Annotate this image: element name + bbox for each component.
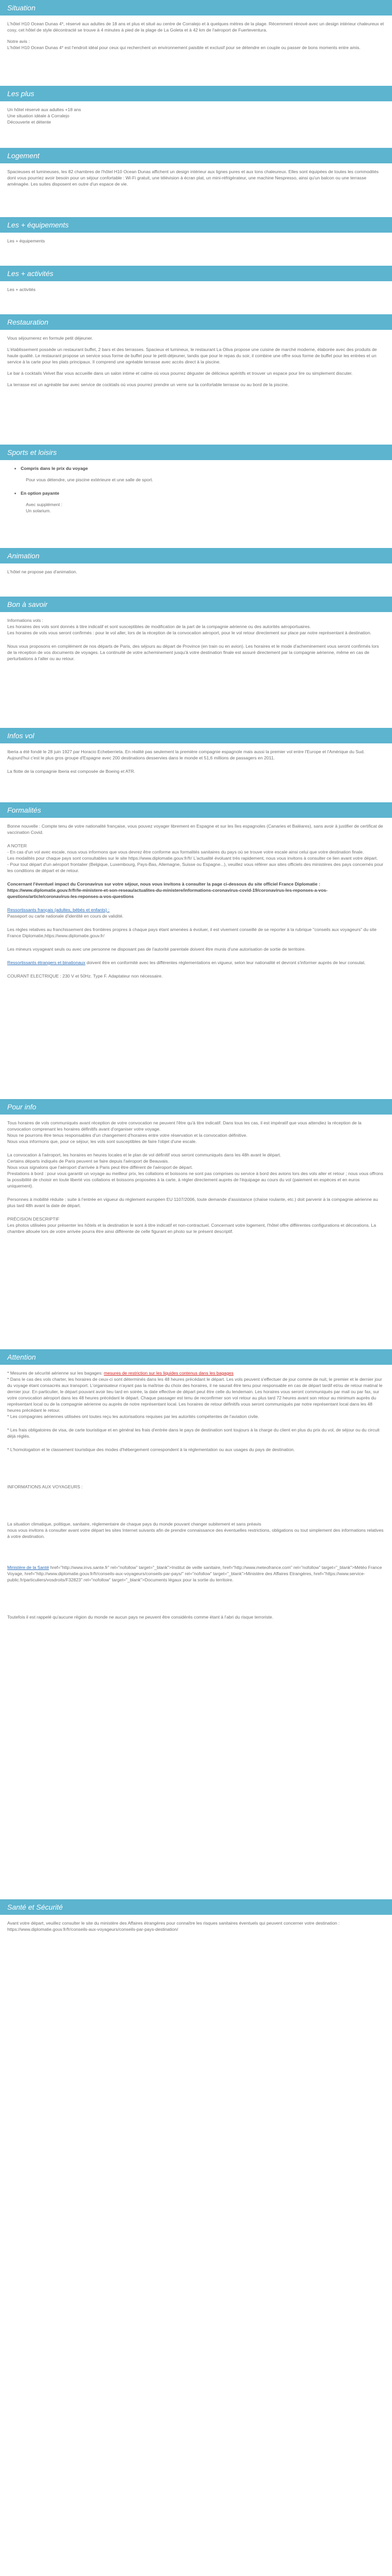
animation-text: L'hôtel ne propose pas d'animation. [7, 569, 78, 574]
section-title-situation: Situation [0, 0, 392, 16]
bonasavoir-vols-confirm: Les horaires de vols vous seront confirmés : pour le vol aller, lors de la réception de la convocation aéroport, pour le vol retour directement sur place par notre représentant à destination. [7, 630, 372, 635]
activites-text: Les + activités [7, 287, 36, 292]
formalites-mineurs: Les mineurs voyageant seuls ou avec une personne ne disposant pas de l'autorité parentale doivent être munis d'une autorisation de sortie de territoire. [7, 947, 306, 952]
section-formalites [0, 818, 392, 1099]
section-title-equipements: Les + équipements [0, 217, 392, 233]
liquides-restriction-link[interactable]: mesures de restriction sur les liquides contenus dans les bagages [103, 1370, 234, 1376]
sports-option-sub1: Avec supplément : [26, 502, 63, 507]
pourinfo-precision-title: PRÉCISION DESCRIPTIF [7, 1216, 59, 1222]
notre-avis-label: Notre avis : [7, 39, 30, 44]
infovol-text: Iberia a été fondé le 28 juin 1927 par Horacio Echeberrieta. En réalité pas seulement la première compagnie espagnole mais aussi la premier vol entre l'Europe et l'Amérique du Sud. Aujourd'hui c'est le plus gros groupe d'Espagne avec 200 destinations desservies dans le monde et 51,6 millions de passagers en 2011. [7, 749, 365, 760]
sports-option-sub2: Un solarium. [26, 508, 51, 513]
section-title-restauration: Restauration [0, 314, 392, 330]
formalites-modalites: Les modalités pour chaque pays sont consultables sur le site https://www.diplomatie.gouv.fr/fr/ L'actualité évoluant très rapidement, nous vous invitons à consulter ce lien avant votre départ. [7, 856, 378, 861]
bonasavoir-vols-text: Les horaires des vols sont donnés à titre indicatif et sont susceptibles de modification de la part de la compagnie aérienne ou des autorités aéroportuaires. [7, 624, 311, 629]
section-infovol [0, 743, 392, 802]
section-title-pourinfo: Pour info [0, 1099, 392, 1115]
ressortissants-etrangers-link[interactable]: Ressortissants étrangers et binationaux [7, 960, 85, 965]
formalites-passeport: Passeport ou carte nationale d'identité en cours de validité. [7, 913, 124, 919]
ministere-sante-link[interactable]: Ministère de la Santé [7, 1565, 49, 1570]
plus-item: Découverte et détente [7, 119, 51, 125]
pourinfo-aeroport: Nous vous signalons que l'aéroport d'arrivée à Paris peut être différent de l'aéroport de départ. [7, 1165, 193, 1170]
section-title-sante: Santé et Sécurité [0, 1899, 392, 1915]
section-attention [0, 1365, 392, 1899]
section-title-activites: Les + activités [0, 266, 392, 281]
attention-infos-voyageurs: INFORMATIONS AUX VOYAGEURS : [7, 1484, 83, 1489]
notre-avis-text: L'hôtel H10 Ocean Dunas 4* est l'endroit idéal pour ceux qui recherchent un environnement paisible et exclusif pour se détendre en couple ou passer de bons moments entre amis. [7, 45, 361, 50]
formalites-etrangers-text: doivent être en conformité avec les différentes réglementations en vigueur, selon leur nationalité et devront s'informer auprès de leur consulat. [85, 960, 366, 965]
section-title-sports: Sports et loisirs [0, 445, 392, 460]
restauration-terrasse-text: La terrasse est un agréable bar avec service de cocktails où vous pourrez prendre un verre sur la confortable terrasse ou au bord de la piscine. [7, 382, 289, 387]
equipements-text: Les + équipements [7, 238, 45, 243]
plus-item: Un hôtel réservé aux adultes +18 ans [7, 107, 81, 112]
pourinfo-convocation: La convocation à l'aéroport, les horaires en heures locales et le plan de vol définitif vous seront communiqués dans les 48h avant le départ. [7, 1152, 281, 1157]
bonasavoir-vols-label: Informations vols : [7, 618, 43, 623]
formalites-regles: Les règles relatives au franchissement des frontières propres à chaque pays étant amenées à évoluer, il est vivement conseillé de se reporter à la rubrique "conseils aux voyageurs" du site France Diplomatie,https://www.diplomatie.gouv.fr/ [7, 927, 377, 938]
section-plus [0, 101, 392, 148]
formalites-frontalier: - Pour tout départ d'un aéroport frontalier (Belgique, Luxembourg, Pays-Bas, Allemagne, Suisse ou Espagne...), veuillez vous référer aux sites officiels des ministères des pays concernés pour les conditions de départ et de retour. [7, 862, 384, 873]
formalites-courant: COURANT ELECTRIQUE : 230 V et 50Hz. Type F. Adaptateur non nécessaire. [7, 973, 163, 979]
formalites-escale: - En cas d'un vol avec escale, nous vous informons que vous devrez être conforme aux formalités sanitaires du pays où se trouve votre escale ainsi celui que votre destination finale. [7, 849, 364, 855]
attention-situation: La situation climatique, politique, sanitaire, réglementaire de chaque pays du monde pouvant changer subitement et sans préavis [7, 1521, 262, 1527]
bonasavoir-province-text: Nous vous proposons en complément de nos départs de Paris, des séjours au départ de Province (en train ou en avion). Les horaires et le mode d'acheminement vous seront confirmés lors de la réception de vos documents de voyages. La continuité de votre acheminement jusqu'à votre destination finale est assuré directement par la compagnie aérienne, même en cas de perturbations à l'aller ou au retour. [7, 644, 379, 661]
section-title-bonasavoir: Bon à savoir [0, 597, 392, 612]
pourinfo-horaires: Tous horaires de vols communiqués avant réception de votre convocation ne peuvent l'être qu'à titre indicatif. Dans tous les cas, il est impératif que vous attendiez la réception de la convocation comprenant les horaires définitifs avant d'organiser votre voyage. [7, 1120, 361, 1132]
restauration-formula: Vous séjournerez en formule petit déjeuner. [7, 336, 93, 341]
pourinfo-pmr: Personnes à mobilité réduite : suite à l'entrée en vigueur du règlement européen EU 1107/2006, toute demande d'assistance (chaise roulante, etc.) doit parvenir à la compagnie aérienne au plus tard 48h avant la date de départ. [7, 1197, 378, 1208]
sports-included-text: Pour vous détendre, une piscine extérieure et une salle de sport. [26, 477, 154, 482]
situation-text: L'hôtel H10 Ocean Dunas 4*, réservé aux adultes de 18 ans et plus et situé au centre de Corralejo et à quelques mètres de la plage. Récemment rénové avec un design intérieur chaleureux et cosy, cet hôtel de style décontracté se trouve à 4 minutes à pied de la plage de La Goleta et à 42 km de l'aéroport de Fuerteventura. [7, 21, 384, 33]
sports-option-title: En option payante [21, 491, 59, 496]
attention-bagages-label: * Mesures de sécurité aérienne sur les bagages: [7, 1370, 104, 1376]
section-pourinfo [0, 1115, 392, 1349]
formalites-covid-title: Concernant l'éventuel impact du Coronavirus sur votre séjour, nous vous invitons à consulter la page ci-dessous du site officiel France Diplomatie : [7, 881, 321, 887]
pourinfo-precision-text: Les photos utilisées pour présenter les hôtels et la destination le sont à titre indicatif et non-contractuel. Concernant votre logement, l'hôtel offre différentes configurations et décorations. La chambre allouée lors de votre arrivée pourra être ainsi différente de celle figurant en photo sur le présent descriptif. [7, 1223, 376, 1234]
section-title-formalites: Formalités [0, 802, 392, 818]
section-sante [0, 1915, 392, 1945]
formalites-covid-link[interactable]: https://www.diplomatie.gouv.fr/fr/le-ministere-et-son-reseau/actualites-du-ministere/informations-coronavirus-covid-19/coronavirus-les-reponses-a-vos-questions/article/coronavirus-les-reponses-a-vos-questions [7, 888, 328, 899]
logement-text: Spacieuses et lumineuses, les 82 chambres de l'hôtel H10 Ocean Dunas affichent un design intérieur aux lignes pures et aux tons chaleureux. Elles sont équipées de toutes les commodités dont vous pourriez avoir besoin pour un séjour confortable : Wi-Fi gratuit, une télévision à écran plat, un mini-réfrigérateur, une machine Nespresso, ainsi qu'un balcon ou une terrasse aménagée. Les suites disposent en outre d'un espace de vie. [7, 169, 379, 187]
plus-item: Une situation idéale à Corralejo [7, 113, 69, 118]
sports-included-title: Compris dans le prix du voyage [21, 466, 88, 471]
section-title-infovol: Infos vol [0, 728, 392, 743]
attention-charter: * Dans le cas des vols charter, les horaires de ceux-ci sont déterminés dans les 48 heures précédant le départ. Les vols peuvent s'effectuer de jour comme de nuit, le premier et le dernier jour du voyage étant consacrés aux transport. L'organisateur n'ayant pas la maîtrise du choix des horaires, il ne saurait être tenu pour responsable en cas de départ tardif et/ou de retour matinal le dernier jour. En particulier, le départ pouvant avoir lieu tard en soirée, la date effective de départ peut être celle du lendemain. Les horaires vous seront communiqués par mail ou par fax, sur votre convocation aéroport dans les 48 heures précédant le départ. Chaque passager est tenu de reconfirmer son vol retour au plus tard 72 heures avant son retour au minimum auprès du représentant local ou de la compagnie aérienne ou auprès de notre représentant local. Les horaires de retour définitifs vous seront communiqués par notre représentant local dans les 48 heures précédant le retour. [7, 1377, 383, 1413]
section-logement [0, 163, 392, 217]
restauration-bar-text: Le bar à cocktails Velvet Bar vous accueille dans un salon intime et calme où vous pourrez déguster de délicieux apéritifs et trouver un espace pour lire ou simplement discuter. [7, 371, 353, 376]
attention-homologation: * L'homologation et le classement touristique des modes d'hébergement correspondent à la réglementation ou aux usages du pays de destination. [7, 1447, 295, 1452]
section-restauration [0, 330, 392, 445]
restauration-text: L'établissement possède un restaurant buffet, 2 bars et des terrasses. Spacieux et lumineux, le restaurant La Oliva propose une cuisine de marché moderne, élaborée avec des produits de haute qualité. Le restaurant propose un service sous forme de buffet pour le petit-déjeuner, tandis que pour le repas du soir, il combine une offre sous forme de buffet pour les entrées et un service à la carte pour les plats principaux. Il comprend une agréable terrasse avec accès direct à la piscine. [7, 347, 377, 364]
formalites-intro: Bonne nouvelle : Compte tenu de votre nationalité française, vous pouvez voyager librement en Espagne et sur les îles espagnoles (Canaries et Baléares), sans avoir à justifier de certificat de vaccination Covid. [7, 824, 383, 835]
section-animation [0, 563, 392, 597]
section-title-animation: Animation [0, 548, 392, 563]
section-activites [0, 281, 392, 314]
section-equipements [0, 233, 392, 266]
attention-frais: * Les frais obligatoires de visa, de carte touristique et en général les frais d'entrée dans le pays de destination sont toujours à la charge du client en plus du prix du vol, de séjour ou du circuit déjà réglés. [7, 1427, 380, 1439]
section-bonasavoir [0, 612, 392, 728]
sports-item-option [21, 490, 385, 514]
ressortissants-francais-link[interactable]: Ressortissants français (adultes, bébés et enfants) : [7, 907, 110, 912]
attention-liens-text: href="http://www.invs.sante.fr" rel="nofollow" target="_blank">Institut de veille sanitaire, href="http://www.meteofrance.com" rel="nofollow" target="_blank">Météo France Voyage, href="http://www.diplomatie.gouv.fr/fr/conseils-aux-voyageurs/conseils-par-pays/" rel="nofollow" target="_blank">Ministère des Affaires Etrangères, href="https://www.service-public.fr/particuliers/vosdroits/F32823" rel="nofollow" target="_blank">Documents légaux pour la sortie du territoire. [7, 1565, 382, 1582]
attention-compagnies: * Les compagnies aériennes utilisées ont toutes reçu les autorisations requises par les autorités compétentes de l'aviation civile. [7, 1414, 259, 1419]
pourinfo-prestations: Prestations à bord : pour vous garantir un voyage au meilleur prix, les collations et boissons ne sont pas comprises ou service à bord des avions lors des vols aller et retour ; nous vous offrons la possibilité de choisir en toute liberté vos collations et boissons proposées à la carte, à régler directement auprès de l'équipage au cours du vol (paiement en espèces et en euros uniquement). [7, 1171, 383, 1188]
formalites-anoter: A NOTER [7, 843, 27, 848]
section-title-attention: Attention [0, 1349, 392, 1365]
section-title-logement: Logement [0, 148, 392, 163]
sante-text: Avant votre départ, veuillez consulter le site du ministère des Affaires étrangères pour connaître les risques sanitaires éventuels qui peuvent concerner votre destination : https://www.diplomatie.gouv.fr/fr/conseils-aux-voyageurs/conseils-par-pays-destination/ [7, 1920, 340, 1932]
section-sports [0, 460, 392, 548]
pourinfo-beauvais: Certains départs indiqués de Paris peuvent se faire depuis l'aéroport de Beauvais. [7, 1159, 169, 1164]
attention-terroriste: Toutefois il est rappelé qu'aucune région du monde ne aucun pays ne peuvent être considérés comme étant à l'abri du risque terroriste. [7, 1614, 274, 1620]
sports-list [7, 465, 385, 514]
pourinfo-escale: Nous vous informons que, pour ce séjour, les vols sont susceptibles de faire l'objet d'une escale. [7, 1139, 197, 1144]
attention-consulter: nous vous invitons à consulter avant votre départ les sites Internet suivants afin de prendre connaissance des éventuelles restrictions, obligations ou tout simplement des informations relatives à votre destination. [7, 1528, 384, 1539]
pourinfo-changement: Nous ne pourrons être tenus responsables d'un changement d'horaires entre votre réservation et la convocation définitive. [7, 1133, 248, 1138]
section-title-plus: Les plus [0, 86, 392, 101]
section-situation [0, 16, 392, 86]
sports-item-included [21, 465, 385, 483]
infovol-flotte: La flotte de la compagnie Iberia est composée de Boeing et ATR. [7, 769, 135, 774]
